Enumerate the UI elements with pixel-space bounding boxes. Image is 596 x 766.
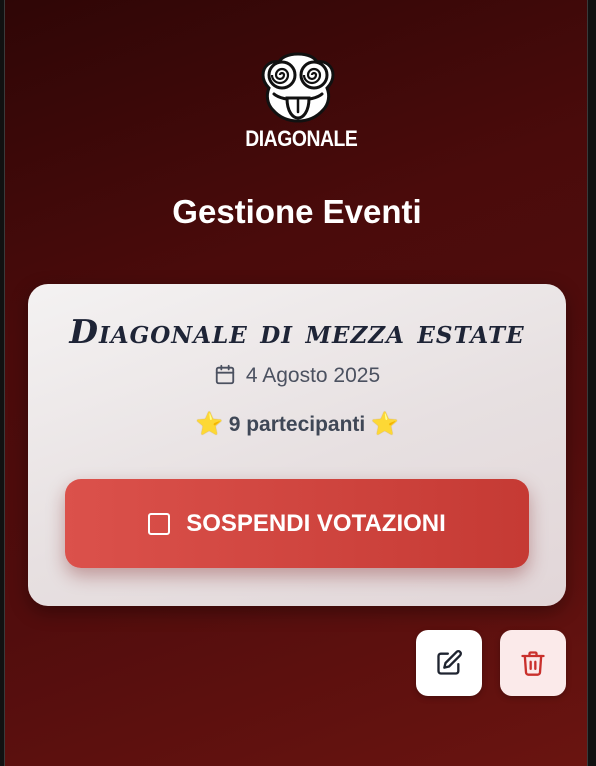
delete-event-button[interactable] [500,630,566,696]
suspend-voting-label: SOSPENDI VOTAZIONI [186,509,446,537]
brand-logo [238,48,358,156]
brand-name: DIAGONALE [245,126,358,151]
calendar-icon [214,364,236,386]
event-date [28,364,566,388]
page-title: Gestione Eventi [172,193,422,230]
event-card [28,284,566,606]
event-date-text: 4 Agosto 2025 [245,364,381,387]
star-icon: ⭐ [371,411,399,436]
suspend-voting-button[interactable] [65,479,529,568]
star-icon: ⭐ [195,411,223,436]
edit-event-button[interactable] [416,630,482,696]
edit-icon [435,649,463,677]
participants-label: 9 partecipanti [228,413,366,436]
frog-mascot-icon [257,48,339,124]
event-title: Diagonale di mezza estate [69,312,525,351]
trash-icon [519,649,547,677]
checkbox-icon [148,513,170,535]
app-screen [4,0,588,766]
participants-count [28,411,566,437]
